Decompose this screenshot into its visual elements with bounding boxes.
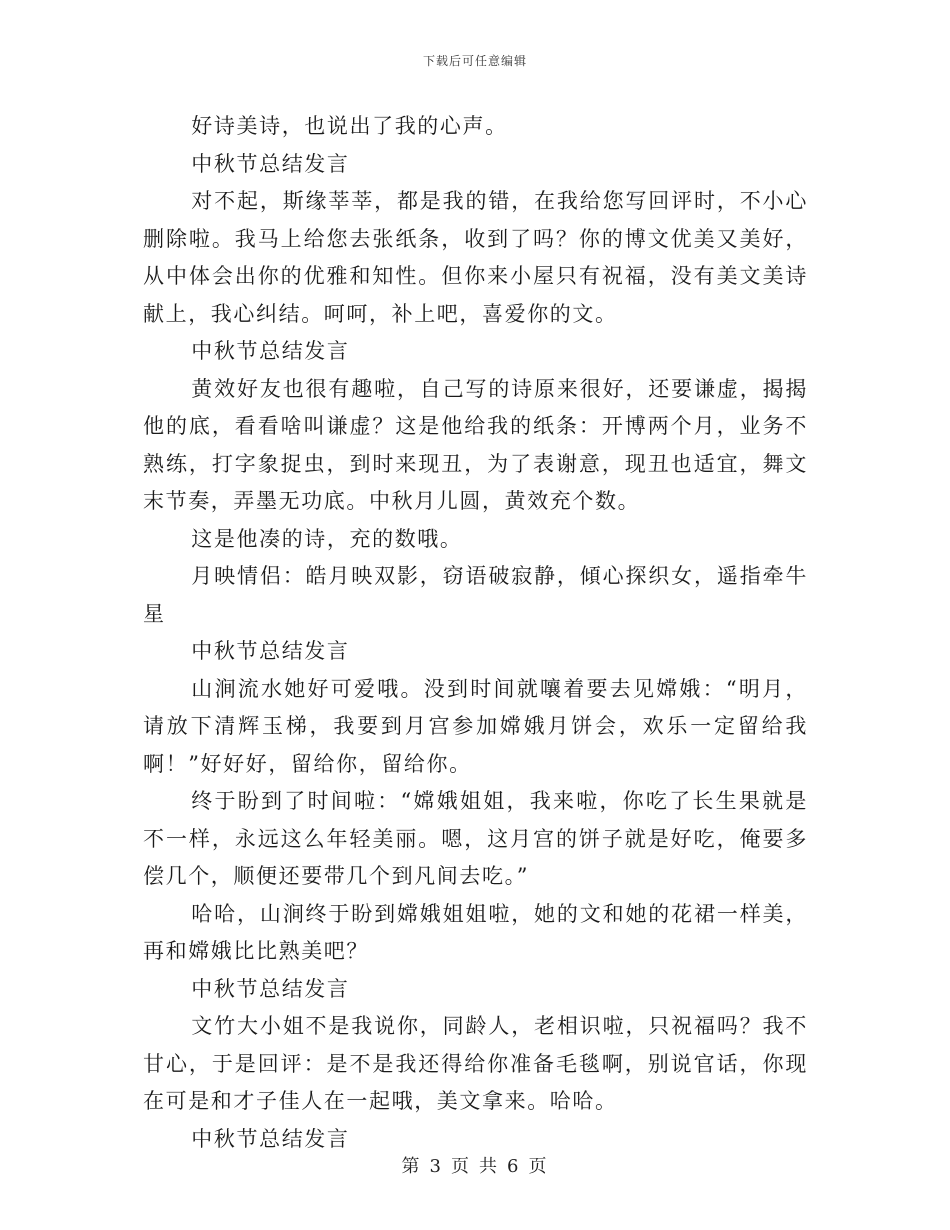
section-heading: 中秋节总结发言 <box>191 339 350 363</box>
paragraph: 终于盼到了时间啦：“嫦娥姐姐，我来啦，你吃了长生果就是不一样，永远这么年轻美丽。嗯，这月宫的饼子就是好吃，俺要多偿几个，顺便还要带几个到凡间去吃。” <box>143 789 808 888</box>
page-label-mid: 页 <box>451 1156 471 1177</box>
page-header: 下载后可任意编辑 <box>422 54 527 68</box>
total-pages-number: 6 <box>507 1156 521 1177</box>
paragraph: 山涧流水她好可爱哦。没到时间就嚷着要去见嫦娥：“明月，请放下清辉玉梯，我要到月宫参加嫦娥月饼会，欢乐一定留给我啊！”好好好，留给你，留给你。 <box>143 676 808 776</box>
paragraph: 文竹大小姐不是我说你，同龄人，老相识啦，只祝福吗？我不甘心，于是回评：是不是我还得给你准备毛毯啊，别说官话，你现在可是和才子佳人在一起哦，美文拿来。哈哈。 <box>143 1014 808 1113</box>
page-footer <box>0 1152 950 1178</box>
section-heading: 中秋节总结发言 <box>191 1126 350 1151</box>
total-label: 共 <box>479 1156 499 1177</box>
paragraph: 对不起，斯缘莘莘，都是我的错，在我给您写回评时，不小心删除啦。我马上给您去张纸条，收到了吗？你的博文优美又美好，从中体会出你的优雅和知性。但你来小屋只有祝福，没有美文美诗献上，我心纠结。呵呵，补上吧，喜爱你的文。 <box>143 189 808 326</box>
page-label-prefix: 第 <box>401 1156 422 1177</box>
document-body <box>143 108 808 1158</box>
paragraph: 好诗美诗，也说出了我的心声。 <box>191 114 508 138</box>
paragraph: 哈哈，山涧终于盼到嫦娥姐姐啦，她的文和她的花裙一样美，再和嫦娥比比熟美吧？ <box>143 901 808 963</box>
page-label-suffix: 页 <box>528 1156 549 1177</box>
paragraph: 这是他凑的诗，充的数哦。 <box>191 526 463 551</box>
current-page-number: 3 <box>429 1156 443 1177</box>
section-heading: 中秋节总结发言 <box>191 639 350 663</box>
paragraph: 黄效好友也很有趣啦，自己写的诗原来很好，还要谦虚，揭揭他的底，看看啥叫谦虚？这是他给我的纸条：开博两个月，业务不熟练，打字象捉虫，到时来现丑，为了表谢意，现丑也适宜，舞文末节奏，弄墨无功底。中秋月儿圆，黄效充个数。 <box>143 376 808 513</box>
section-heading: 中秋节总结发言 <box>191 151 350 176</box>
paragraph: 月映情侣：皓月映双影，窃语破寂静，傾心探织女，遥指牵牛星 <box>143 564 808 626</box>
section-heading: 中秋节总结发言 <box>191 976 350 1001</box>
